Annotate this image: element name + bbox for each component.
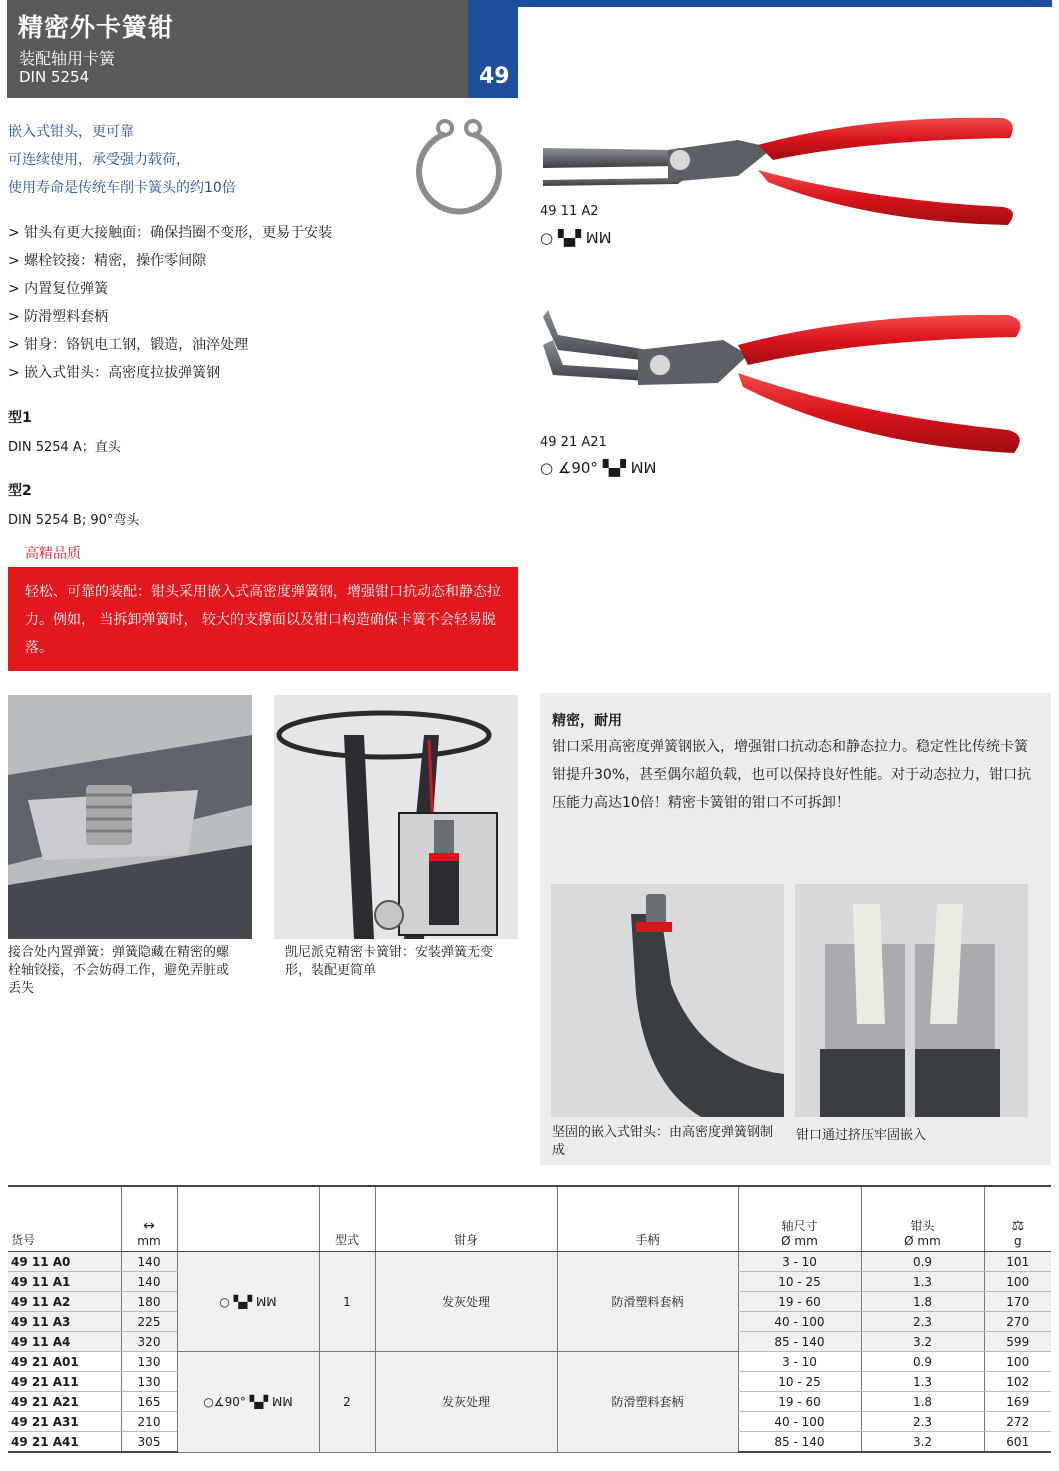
caption-tip: 坚固的嵌入式钳头：由高密度弹簧钢制成 — [552, 1125, 774, 1158]
table-row — [8, 1352, 1051, 1372]
plier-straight-image — [538, 110, 1028, 235]
cell-weight: 101 — [984, 1252, 1051, 1272]
cell-weight: 169 — [984, 1392, 1051, 1412]
feature-item: > 防滑塑料套柄 — [8, 309, 109, 325]
cell-length: 130 — [121, 1352, 177, 1372]
tip-unit: Ø mm — [904, 1234, 941, 1248]
cell-handle: 防滑塑料套柄 — [557, 1352, 738, 1453]
cell-shaft: 40 - 100 — [738, 1412, 861, 1432]
circlip-ring-image — [412, 114, 506, 224]
page-number: 49 — [479, 64, 510, 89]
tip-photo — [551, 884, 784, 1117]
cell-shaft: 85 - 140 — [738, 1432, 861, 1453]
table-body — [8, 1252, 1051, 1453]
cell-shaft: 10 - 25 — [738, 1372, 861, 1392]
cell-shaft: 10 - 25 — [738, 1272, 861, 1292]
quality-box — [8, 567, 518, 671]
cell-shaft: 40 - 100 — [738, 1312, 861, 1332]
page-number-box — [468, 0, 518, 98]
type-1-desc: DIN 5254 A；直头 — [8, 440, 121, 455]
cell-weight: 599 — [984, 1332, 1051, 1352]
cell-handle: 防滑塑料套柄 — [557, 1252, 738, 1352]
cell-code: 49 21 A21 — [8, 1392, 121, 1412]
circlip-icon: ○ — [540, 229, 554, 247]
feature-item: > 钳头有更大接触面：确保挡圈不变形，更易于安装 — [8, 225, 333, 241]
cell-weight: 100 — [984, 1272, 1051, 1292]
shaft-unit: Ø mm — [781, 1234, 818, 1248]
cell-type: 2 — [319, 1352, 375, 1453]
col-symbols — [177, 1186, 319, 1252]
page-subtitle: 装配轴用卡簧 — [19, 49, 116, 68]
cell-tip: 0.9 — [861, 1352, 984, 1372]
cell-tip: 3.2 — [861, 1332, 984, 1352]
cell-length: 130 — [121, 1372, 177, 1392]
install-photo — [274, 695, 518, 939]
table-row — [8, 1252, 1051, 1272]
weight-unit: g — [1013, 1234, 1022, 1248]
circlip-icon: ○ — [540, 459, 554, 477]
header-banner — [7, 0, 468, 98]
feature-item: > 钳身：铬钒电工钢，锻造，油淬处理 — [8, 337, 249, 353]
length-arrow-icon: ↔ — [143, 1218, 155, 1234]
cell-shaft: 3 - 10 — [738, 1252, 861, 1272]
type-2-desc: DIN 5254 B; 90°弯头 — [8, 513, 140, 528]
cell-code: 49 11 A0 — [8, 1252, 121, 1272]
cell-tip: 0.9 — [861, 1252, 984, 1272]
quality-label: 高精品质 — [25, 546, 81, 562]
cell-type: 1 — [319, 1252, 375, 1352]
standard-label: DIN 5254 — [19, 68, 90, 86]
spring-joint-photo — [8, 695, 252, 939]
col-shaft — [738, 1186, 861, 1252]
page-title: 精密外卡簧钳 — [18, 13, 175, 42]
cell-length: 225 — [121, 1312, 177, 1332]
quality-text: 轻松、可靠的装配：钳头采用嵌入式高密度弹簧钢，增强钳口抗动态和静态拉力。例如， 当拆卸弹簧时， 较大的支撑面以及钳口构造确保卡簧不会轻易脱落。 — [25, 584, 501, 656]
product-icons-2 — [540, 459, 656, 477]
cell-length: 140 — [121, 1252, 177, 1272]
top-blue-line — [518, 0, 1052, 7]
cell-tip: 1.3 — [861, 1272, 984, 1292]
angle-label: 90° — [571, 459, 598, 477]
cell-weight: 601 — [984, 1432, 1051, 1453]
type-1-label: 型1 — [8, 410, 32, 426]
intro-line-2: 可连续使用，承受强力载荷， — [8, 152, 190, 168]
angle-label: 90° — [224, 1394, 246, 1409]
circlip-icon: ○ — [203, 1394, 214, 1409]
cell-code: 49 11 A2 — [8, 1292, 121, 1312]
feature-item: > 嵌入式钳头：高密度拉拔弹簧钢 — [8, 365, 221, 381]
spring-icon: ꟽꟽ — [630, 459, 657, 477]
intro-line-3: 使用寿命是传统车削卡簧头的约10倍 — [8, 180, 236, 196]
screw-joint-icon: ▚▞ — [602, 459, 626, 477]
cell-tip: 1.3 — [861, 1372, 984, 1392]
caption-spring: 接合处内置弹簧：弹簧隐藏在精密的螺栓轴铰接，不会妨碍工作，避免弄脏或丢失 — [8, 945, 230, 996]
cell-length: 305 — [121, 1432, 177, 1453]
col-weight — [984, 1186, 1051, 1252]
cell-code: 49 11 A4 — [8, 1332, 121, 1352]
col-type: 型式 — [319, 1186, 375, 1252]
cell-tip: 2.3 — [861, 1412, 984, 1432]
product-code-2: 49 21 A21 — [540, 435, 607, 450]
feature-item: > 内置复位弹簧 — [8, 281, 109, 297]
caption-jaw: 钳口通过挤压牢固嵌入 — [796, 1128, 927, 1143]
col-handle: 手柄 — [557, 1186, 738, 1252]
cell-body: 发灰处理 — [375, 1352, 557, 1453]
shaft-label: 轴尺寸 — [781, 1219, 818, 1233]
col-length — [121, 1186, 177, 1252]
cell-length: 180 — [121, 1292, 177, 1312]
col-code: 货号 — [8, 1186, 121, 1252]
cell-code: 49 21 A41 — [8, 1432, 121, 1453]
intro-line-1: 嵌入式钳头，更可靠 — [8, 124, 134, 140]
product-code-1: 49 11 A2 — [540, 204, 599, 219]
cell-code: 49 21 A11 — [8, 1372, 121, 1392]
cell-shaft: 19 - 60 — [738, 1292, 861, 1312]
screw-joint-icon: ▚▞ — [557, 229, 581, 247]
cell-tip: 1.8 — [861, 1392, 984, 1412]
cell-symbols — [177, 1352, 319, 1453]
cell-code: 49 21 A31 — [8, 1412, 121, 1432]
angle-icon: ∡ — [557, 459, 572, 477]
cell-length: 165 — [121, 1392, 177, 1412]
plier-bent-image — [538, 305, 1028, 465]
length-unit: mm — [137, 1234, 161, 1248]
cell-body: 发灰处理 — [375, 1252, 557, 1352]
screw-joint-icon: ▚▞ — [249, 1394, 269, 1409]
cell-code: 49 21 A01 — [8, 1352, 121, 1372]
cell-symbols — [177, 1252, 319, 1352]
screw-joint-icon: ▚▞ — [233, 1294, 253, 1309]
col-tip — [861, 1186, 984, 1252]
cell-shaft: 19 - 60 — [738, 1392, 861, 1412]
type-2-label: 型2 — [8, 483, 32, 499]
cell-weight: 272 — [984, 1412, 1051, 1432]
spring-icon: ꟽꟽ — [271, 1394, 293, 1409]
product-table — [8, 1185, 1051, 1453]
cell-code: 49 11 A3 — [8, 1312, 121, 1332]
cell-weight: 102 — [984, 1372, 1051, 1392]
precision-heading: 精密，耐用 — [552, 713, 622, 729]
cell-shaft: 85 - 140 — [738, 1332, 861, 1352]
table-header-row — [8, 1186, 1051, 1252]
cell-tip: 1.8 — [861, 1292, 984, 1312]
cell-tip: 2.3 — [861, 1312, 984, 1332]
cell-shaft: 3 - 10 — [738, 1352, 861, 1372]
tip-label: 钳头 — [910, 1219, 935, 1233]
scale-icon: ⚖ — [1011, 1218, 1025, 1234]
cell-weight: 270 — [984, 1312, 1051, 1332]
cell-length: 140 — [121, 1272, 177, 1292]
col-body: 钳身 — [375, 1186, 557, 1252]
cell-tip: 3.2 — [861, 1432, 984, 1453]
product-icons-1 — [540, 229, 612, 247]
cell-length: 210 — [121, 1412, 177, 1432]
caption-install: 凯尼派克精密卡簧钳：安装弹簧无变形，装配更简单 — [285, 945, 494, 978]
cell-length: 320 — [121, 1332, 177, 1352]
spring-icon: ꟽꟽ — [585, 229, 612, 247]
angle-icon: ∡ — [213, 1394, 225, 1409]
spring-icon: ꟽꟽ — [255, 1294, 277, 1309]
feature-item: > 螺栓铰接：精密，操作零间隙 — [8, 253, 207, 269]
circlip-icon: ○ — [219, 1294, 230, 1309]
jaw-photo — [795, 884, 1028, 1117]
precision-text: 钳口采用高密度弹簧钢嵌入，增强钳口抗动态和静态拉力。稳定性比传统卡簧钳提升30%，甚至偶尔超负载，也可以保持良好性能。对于动态拉力，钳口抗压能力高达10倍！精密卡簧钳的钳口不可拆卸！ — [552, 739, 1032, 811]
cell-weight: 170 — [984, 1292, 1051, 1312]
cell-weight: 100 — [984, 1352, 1051, 1372]
cell-code: 49 11 A1 — [8, 1272, 121, 1292]
